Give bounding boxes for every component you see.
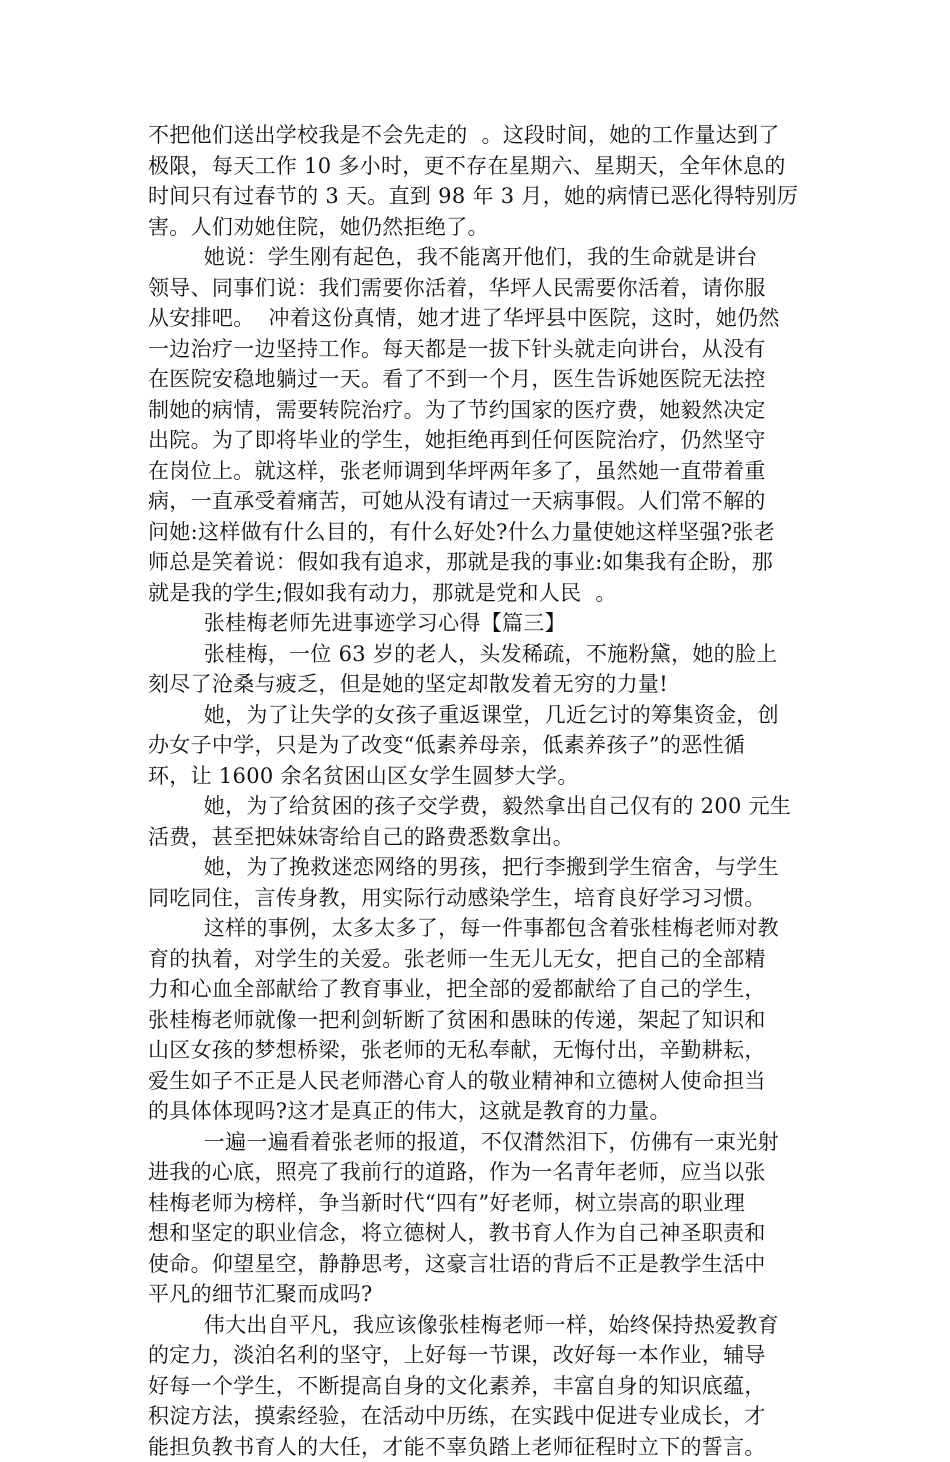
text-line: 刻尽了沧桑与疲乏，但是她的坚定却散发着无穷的力量! [148, 669, 814, 700]
text-line: 办女子中学，只是为了改变“低素养母亲，低素养孩子”的恶性循 [148, 730, 814, 761]
text-line: 她，为了让失学的女孩子重返课堂，几近乞讨的筹集资金，创 [148, 700, 814, 731]
text-line: 领导、同事们说：我们需要你活着，华坪人民需要你活着，请你服 [148, 273, 814, 304]
text-line: 张桂梅，一位 63 岁的老人，头发稀疏，不施粉黛，她的脸上 [148, 639, 814, 670]
text-line: 好每一个学生，不断提高自身的文化素养，丰富自身的知识底蕴， [148, 1371, 814, 1402]
text-line: 师总是笑着说：假如我有追求，那就是我的事业:如集我有企盼，那 [148, 547, 814, 578]
text-line: 使命。仰望星空，静静思考，这豪言壮语的背后不正是教学生活中 [148, 1249, 814, 1280]
text-line: 桂梅老师为榜样，争当新时代“四有”好老师，树立崇高的职业理 [148, 1188, 814, 1219]
text-line: 就是我的学生;假如我有动力，那就是党和人民 。 [148, 578, 814, 609]
text-line: 的具体体现吗?这才是真正的伟大，这就是教育的力量。 [148, 1096, 814, 1127]
text-line: 在岗位上。就这样，张老师调到华坪两年多了，虽然她一直带着重 [148, 456, 814, 487]
text-line: 环，让 1600 余名贫困山区女学生圆梦大学。 [148, 761, 814, 792]
text-line: 张桂梅老师就像一把利剑斩断了贫困和愚昧的传递，架起了知识和 [148, 1005, 814, 1036]
document-body-text [148, 120, 814, 1462]
text-line: 一边治疗一边坚持工作。每天都是一拔下针头就走向讲台，从没有 [148, 334, 814, 365]
text-line: 伟大出自平凡，我应该像张桂梅老师一样，始终保持热爱教育 [148, 1310, 814, 1341]
text-line: 时间只有过春节的 3 天。直到 98 年 3 月，她的病情已恶化得特别厉 [148, 181, 814, 212]
text-line: 制她的病情，需要转院治疗。为了节约国家的医疗费，她毅然决定 [148, 395, 814, 426]
text-line: 活费，甚至把妹妹寄给自己的路费悉数拿出。 [148, 822, 814, 853]
text-line: 育的执着，对学生的关爱。张老师一生无儿无女，把自己的全部精 [148, 944, 814, 975]
text-line: 的定力，淡泊名利的坚守，上好每一节课，改好每一本作业，辅导 [148, 1340, 814, 1371]
text-line: 进我的心底，照亮了我前行的道路，作为一名青年老师，应当以张 [148, 1157, 814, 1188]
text-line: 爱生如子不正是人民老师潜心育人的敬业精神和立德树人使命担当 [148, 1066, 814, 1097]
text-line: 积淀方法，摸索经验，在活动中历练，在实践中促进专业成长，才 [148, 1401, 814, 1432]
text-line: 平凡的细节汇聚而成吗? [148, 1279, 814, 1310]
text-line: 这样的事例，太多太多了，每一件事都包含着张桂梅老师对教 [148, 913, 814, 944]
text-line: 出院。为了即将毕业的学生，她拒绝再到任何医院治疗，仍然坚守 [148, 425, 814, 456]
text-line: 想和坚定的职业信念，将立德树人，教书育人作为自己神圣职责和 [148, 1218, 814, 1249]
text-line: 在医院安稳地躺过一天。看了不到一个月，医生告诉她医院无法控 [148, 364, 814, 395]
text-line: 张桂梅老师先进事迹学习心得【篇三】 [148, 608, 814, 639]
text-line: 极限，每天工作 10 多小时，更不存在星期六、星期天，全年休息的 [148, 151, 814, 182]
text-line: 她，为了挽救迷恋网络的男孩，把行李搬到学生宿舍，与学生 [148, 852, 814, 883]
text-line: 山区女孩的梦想桥梁，张老师的无私奉献，无悔付出，辛勤耕耘， [148, 1035, 814, 1066]
text-line: 害。人们劝她住院，她仍然拒绝了。 [148, 212, 814, 243]
text-line: 从安排吧。 冲着这份真情，她才进了华坪县中医院，这时，她仍然 [148, 303, 814, 334]
text-line: 力和心血全部献给了教育事业，把全部的爱都献给了自己的学生， [148, 974, 814, 1005]
text-line: 她说：学生刚有起色，我不能离开他们，我的生命就是讲台 [148, 242, 814, 273]
text-line: 问她:这样做有什么目的，有什么好处?什么力量使她这样坚强?张老 [148, 517, 814, 548]
text-line: 同吃同住，言传身教，用实际行动感染学生，培育良好学习习惯。 [148, 883, 814, 914]
text-line: 不把他们送出学校我是不会先走的 。这段时间，她的工作量达到了 [148, 120, 814, 151]
text-line: 病，一直承受着痛苦，可她从没有请过一天病事假。人们常不解的 [148, 486, 814, 517]
text-line: 她，为了给贫困的孩子交学费，毅然拿出自己仅有的 200 元生 [148, 791, 814, 822]
text-line: 能担负教书育人的大任，才能不辜负踏上老师征程时立下的誓言。 [148, 1432, 814, 1462]
text-line: 一遍一遍看着张老师的报道，不仅潸然泪下，仿佛有一束光射 [148, 1127, 814, 1158]
